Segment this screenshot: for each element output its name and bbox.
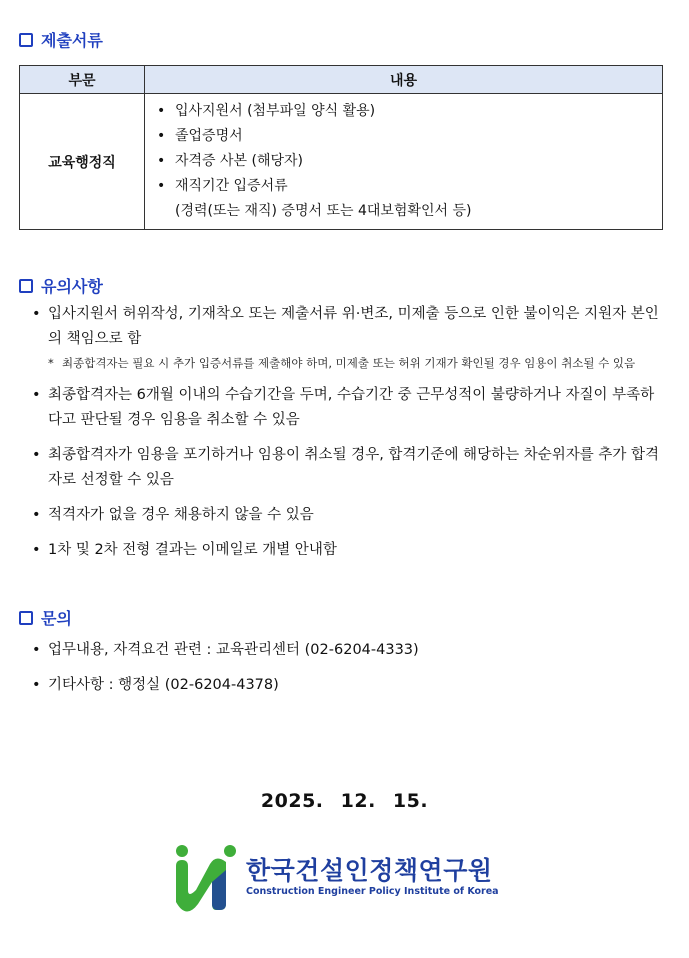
list-item: • 적격자가 없을 경우 채용하지 않을 수 있음 — [32, 503, 662, 528]
document-list — [145, 94, 662, 229]
footnote: * 최종합격자는 필요 시 추가 입증서류를 제출해야 하며, 미제출 또는 허위 기재가 확인될 경우 임용이 취소될 수 있음 — [48, 356, 636, 370]
checkbox-square-icon — [19, 611, 33, 625]
bullet-icon: • — [157, 178, 166, 194]
table-header-row — [20, 66, 663, 94]
list-item: • 재직기간 입증서류 (경력(또는 재직) 증명서 또는 4대보험확인서 등) — [157, 174, 662, 224]
section-title-notes — [19, 274, 103, 297]
institute-logo-mark-icon — [172, 842, 238, 912]
section-title-text: 문의 — [41, 609, 72, 628]
list-item: • 1차 및 2차 전형 결과는 이메일로 개별 안내함 — [32, 538, 662, 563]
bullet-icon: • — [32, 447, 41, 463]
institute-logo — [172, 842, 499, 912]
document-date: 2025. 12. 15. — [260, 790, 429, 812]
bullet-icon: • — [32, 507, 41, 523]
inquiry-list — [32, 638, 662, 708]
documents-table — [19, 65, 663, 230]
column-header-department: 부문 — [20, 66, 145, 94]
list-item: • 졸업증명서 — [157, 124, 662, 149]
checkbox-square-icon — [19, 279, 33, 293]
list-item: • 최종합격자는 6개월 이내의 수습기간을 두며, 수습기간 중 근무성적이 불량하거나 자질이 부족하다고 판단될 경우 임용을 취소할 수 있음 — [32, 383, 662, 433]
bullet-icon: • — [32, 677, 41, 693]
list-item: • 기타사항 : 행정실 (02-6204-4378) — [32, 673, 662, 698]
checkbox-square-icon — [19, 33, 33, 47]
section-title-documents — [19, 28, 103, 51]
section-title-inquiry — [19, 606, 72, 629]
asterisk-mark: * — [48, 356, 54, 370]
list-item: • 자격증 사본 (해당자) — [157, 149, 662, 174]
bullet-icon: • — [157, 103, 166, 119]
institute-name-korean: 한국건설인정책연구원 — [246, 856, 493, 885]
institute-name — [246, 856, 499, 898]
list-item: • 업무내용, 자격요건 관련 : 교육관리센터 (02-6204-4333) — [32, 638, 662, 663]
bullet-icon: • — [157, 153, 166, 169]
table-row — [20, 94, 663, 230]
section-title-text: 유의사항 — [41, 277, 103, 296]
section-title-text: 제출서류 — [41, 31, 103, 50]
department-cell: 교육행정직 — [20, 94, 145, 230]
bullet-icon: • — [157, 128, 166, 144]
institute-name-english: Construction Engineer Policy Institute of Korea — [246, 886, 499, 897]
bullet-icon: • — [32, 542, 41, 558]
list-item: • 최종합격자가 임용을 포기하거나 임용이 취소될 경우, 합격기준에 해당하는 차순위자를 추가 합격자로 선정할 수 있음 — [32, 443, 662, 493]
list-item: • 입사지원서 (첨부파일 양식 활용) — [157, 99, 662, 124]
list-item: • 입사지원서 허위작성, 기재착오 또는 제출서류 위·변조, 미제출 등으로 인한 불이익은 지원자 본인의 책임으로 함 — [32, 302, 662, 352]
list-item-subtext: (경력(또는 재직) 증명서 또는 4대보험확인서 등) — [175, 203, 472, 219]
bullet-icon: • — [32, 387, 41, 403]
content-cell — [145, 94, 663, 230]
bullet-icon: • — [32, 306, 41, 322]
notes-list — [32, 302, 662, 573]
bullet-icon: • — [32, 642, 41, 658]
column-header-content: 내용 — [145, 66, 663, 94]
